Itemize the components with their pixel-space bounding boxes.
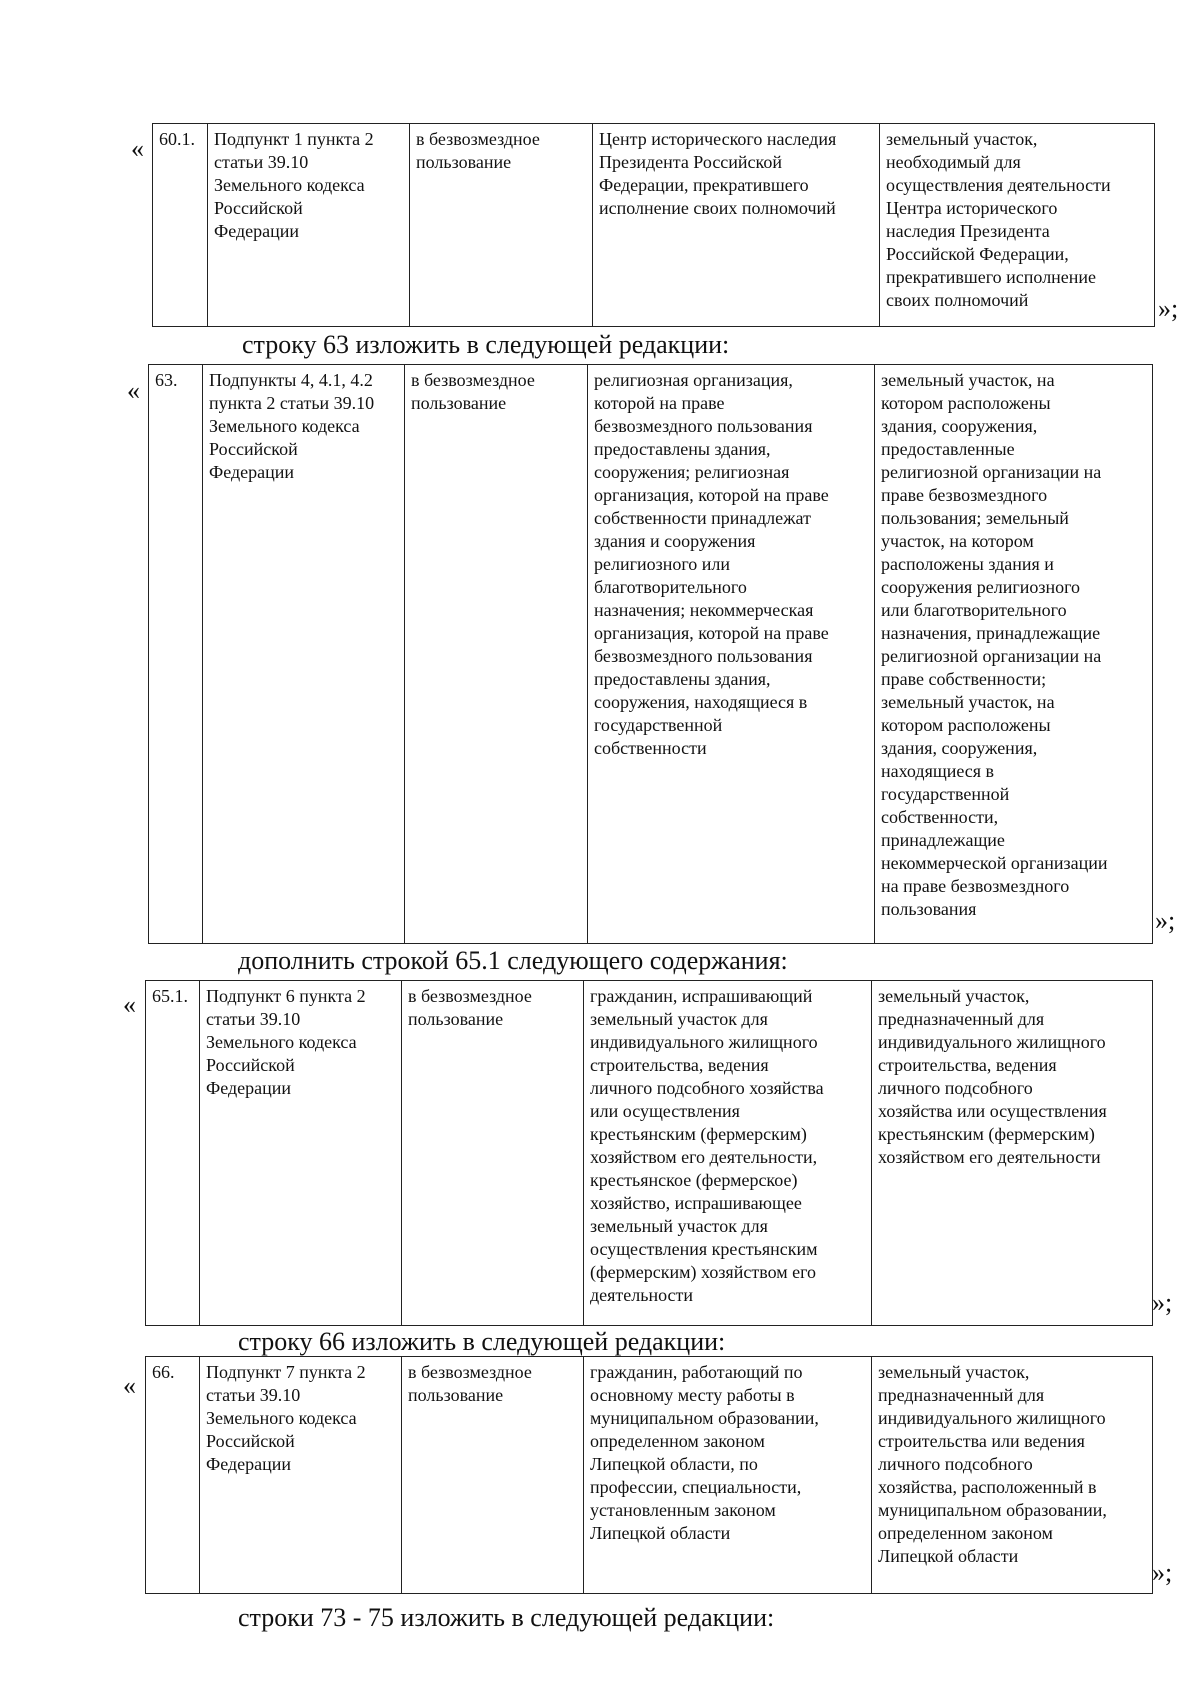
row-basis: Подпункты 4, 4.1, 4.2 пункта 2 статьи 39.10 Земельного кодекса Российской Федерации bbox=[203, 365, 405, 944]
close-quote: »; bbox=[1152, 1288, 1173, 1317]
row-recipient: гражданин, работающий по основному месту работы в муниципальном образовании, определенном законом Липецкой области, по профессии, специальности, установленным законом Липецкой области bbox=[584, 1357, 872, 1594]
table-row-66 bbox=[145, 1356, 1153, 1594]
row-type: в безвозмездное пользование bbox=[402, 981, 584, 1326]
row-basis: Подпункт 6 пункта 2 статьи 39.10 Земельного кодекса Российской Федерации bbox=[200, 981, 402, 1326]
table-row-63 bbox=[148, 364, 1153, 944]
row-plot: земельный участок, на котором расположены здания, сооружения, предоставленные религиозной организации на праве безвозмездного пользования; земельный участок, на котором расположены здания и сооружения религиозного или благотворительного назначения, принадлежащие религиозной организации на праве собственности; земельный участок, на котором расположены здания, сооружения, находящиеся в государственной собственности, принадлежащие некоммерческой организации на праве безвозмездного пользования bbox=[875, 365, 1153, 944]
open-quote: « bbox=[127, 376, 140, 405]
row-plot: земельный участок, предназначенный для индивидуального жилищного строительства, ведения личного подсобного хозяйства или осуществления крестьянским (фермерским) хозяйством его деятельности bbox=[872, 981, 1153, 1326]
row-number: 63. bbox=[149, 365, 203, 944]
row-plot: земельный участок, предназначенный для индивидуального жилищного строительства или ведения личного подсобного хозяйства, расположенный в муниципальном образовании, определенном законом Липецкой области bbox=[872, 1357, 1153, 1594]
instruction-heading: строку 63 изложить в следующей редакции: bbox=[242, 330, 730, 359]
row-type: в безвозмездное пользование bbox=[405, 365, 588, 944]
close-quote: »; bbox=[1158, 294, 1179, 323]
table-row-60-1 bbox=[152, 123, 1155, 327]
close-quote: »; bbox=[1155, 906, 1176, 935]
table-row-65-1 bbox=[145, 980, 1153, 1326]
instruction-heading: строку 66 изложить в следующей редакции: bbox=[238, 1327, 726, 1356]
row-plot: земельный участок, необходимый для осуществления деятельности Центра исторического наследия Президента Российской Федерации, прекратившего исполнение своих полномочий bbox=[880, 124, 1155, 327]
instruction-heading: дополнить строкой 65.1 следующего содержания: bbox=[238, 946, 788, 975]
row-basis: Подпункт 1 пункта 2 статьи 39.10 Земельного кодекса Российской Федерации bbox=[208, 124, 410, 327]
row-recipient: религиозная организация, которой на праве безвозмездного пользования предоставлены здания, сооружения; религиозная организация, которой на праве собственности принадлежат здания и сооружения религиозного или благотворительного назначения; некоммерческая организация, которой на праве безвозмездного пользования предоставлены здания, сооружения, находящиеся в государственной собственности bbox=[588, 365, 875, 944]
open-quote: « bbox=[123, 1371, 136, 1400]
instruction-heading: строки 73 - 75 изложить в следующей редакции: bbox=[238, 1603, 775, 1632]
row-type: в безвозмездное пользование bbox=[402, 1357, 584, 1594]
row-number: 66. bbox=[146, 1357, 200, 1594]
row-number: 65.1. bbox=[146, 981, 200, 1326]
row-number: 60.1. bbox=[153, 124, 208, 327]
open-quote: « bbox=[123, 990, 136, 1019]
row-recipient: гражданин, испрашивающий земельный участок для индивидуального жилищного строительства, ведения личного подсобного хозяйства или осуществления крестьянским (фермерским) хозяйством его деятельности, крестьянское (фермерское) хозяйство, испрашивающее земельный участок для осуществления крестьянским (фермерским) хозяйством его деятельности bbox=[584, 981, 872, 1326]
open-quote: « bbox=[131, 134, 144, 163]
row-type: в безвозмездное пользование bbox=[410, 124, 593, 327]
row-recipient: Центр исторического наследия Президента Российской Федерации, прекратившего исполнение своих полномочий bbox=[593, 124, 880, 327]
close-quote: »; bbox=[1152, 1558, 1173, 1587]
row-basis: Подпункт 7 пункта 2 статьи 39.10 Земельного кодекса Российской Федерации bbox=[200, 1357, 402, 1594]
